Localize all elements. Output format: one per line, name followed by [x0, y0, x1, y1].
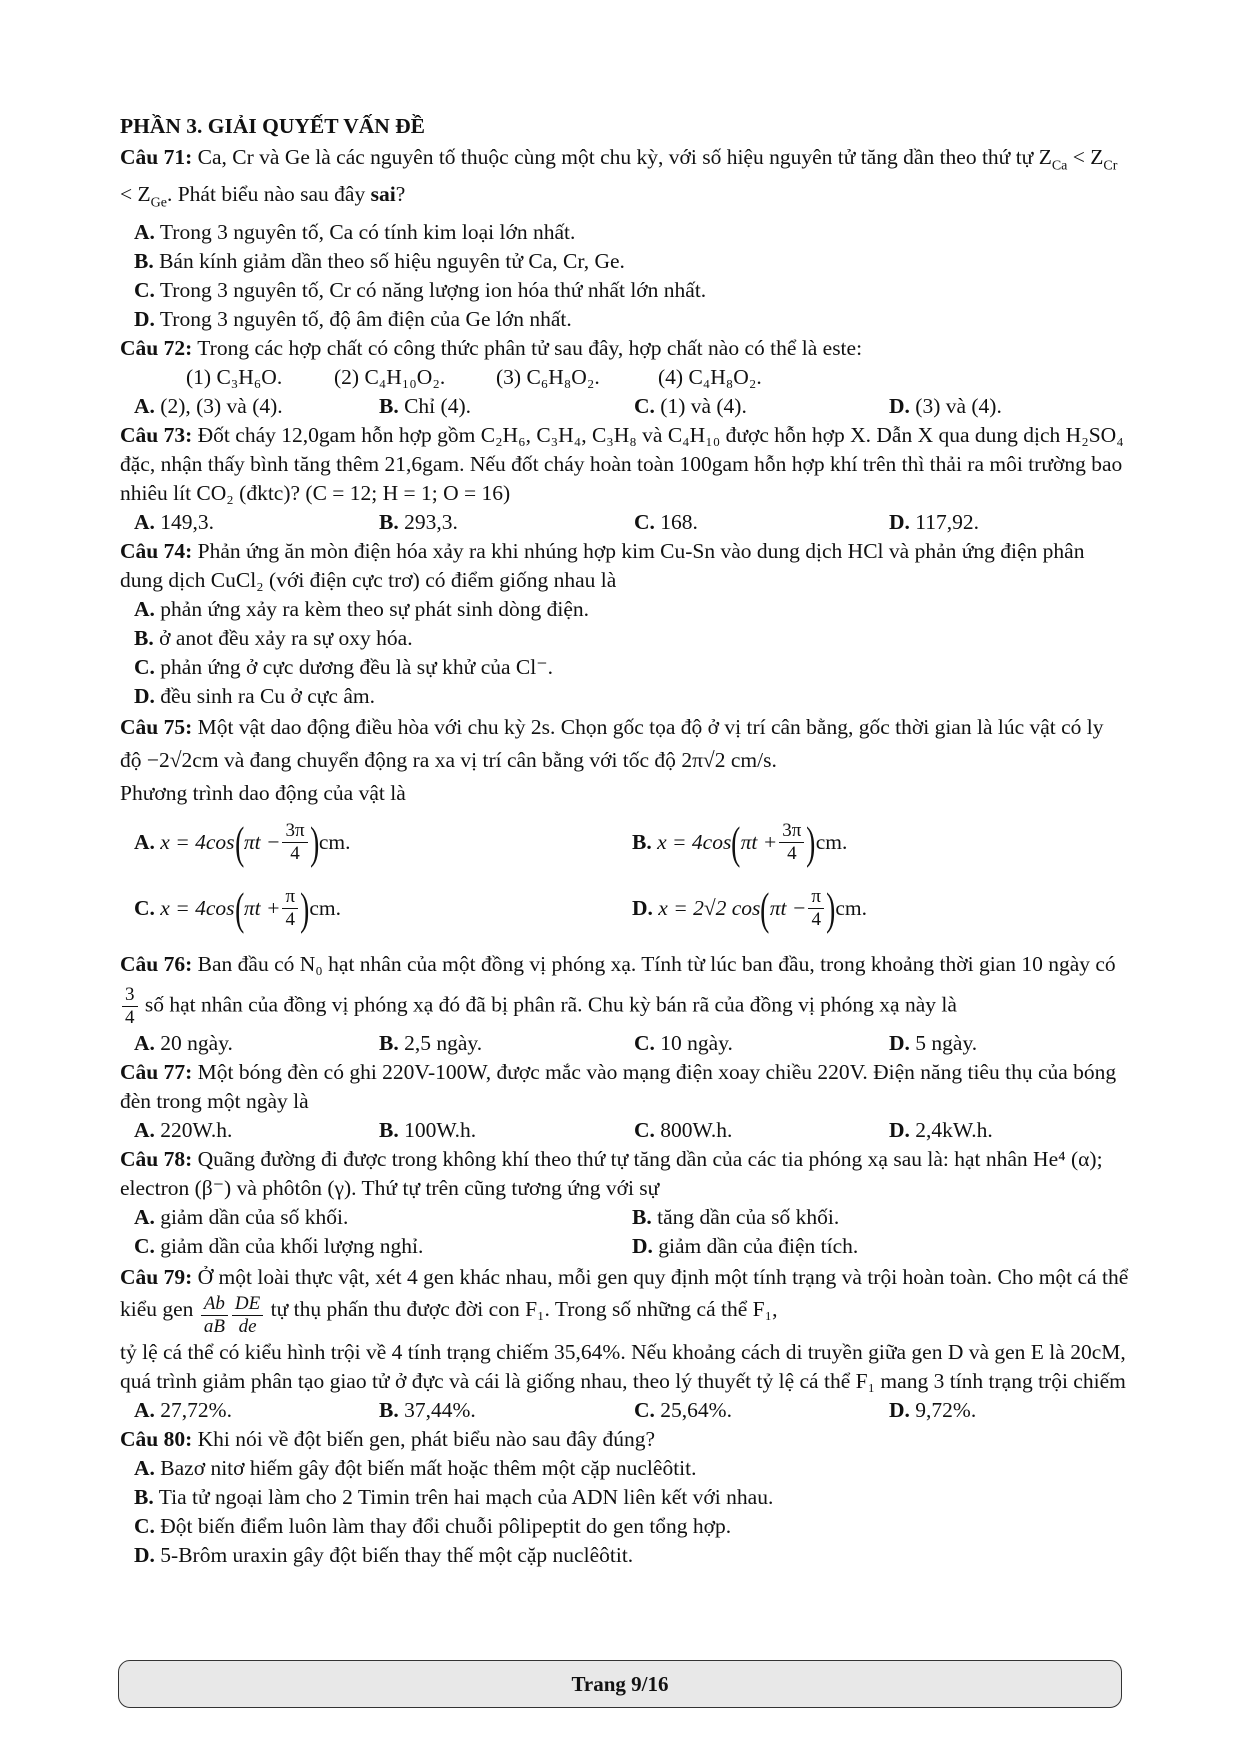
option-a[interactable] [134, 816, 632, 868]
question-label: Câu 73: [120, 422, 193, 447]
option-c[interactable] [634, 1396, 889, 1425]
option-text: (3) và (4). [915, 393, 1002, 418]
option-d[interactable] [120, 305, 1130, 334]
question-79-cont [120, 1338, 1130, 1396]
option-text: Trong 3 nguyên tố, độ âm điện của Ge lớn nhất. [159, 306, 572, 331]
question-text: số hạt nhân của đồng vị phóng xạ đó đã bị phân rã. Chu kỳ bán rã của đồng vị phóng xạ này là [144, 992, 957, 1017]
option-text: Đột biến điểm luôn làm thay đổi chuỗi pôlipeptit do gen tổng hợp. [160, 1513, 732, 1538]
left-paren: ( [760, 882, 770, 934]
right-paren: ) [826, 882, 836, 934]
option-c[interactable] [634, 1116, 889, 1145]
denominator: 4 [811, 909, 821, 931]
question-emphasis: sai [370, 182, 396, 207]
right-paren: ) [309, 816, 319, 868]
question-text: và đang chuyển động ra xa vị trí cân bằng với tốc độ [223, 747, 676, 772]
denominator: 4 [285, 909, 296, 931]
option-c[interactable] [134, 882, 632, 934]
option-a[interactable] [134, 392, 379, 421]
unit: cm. [835, 896, 867, 921]
options-row [120, 1396, 1130, 1425]
numerator: π [282, 886, 298, 909]
option-text: 100W.h. [404, 1117, 477, 1142]
question-label: Câu 76: [120, 951, 193, 976]
option-label: D. [889, 393, 910, 418]
option-text: 5-Brôm uraxin gây đột biến thay thế một cặp nuclêôtit. [160, 1542, 634, 1567]
option-a[interactable] [120, 595, 1130, 624]
option-d[interactable] [632, 1232, 1130, 1261]
option-label: B. [379, 509, 399, 534]
numerator: 3 [122, 984, 138, 1007]
compound: (1) C₃H₆O. [186, 364, 283, 389]
equation-prefix: x = 4cos [160, 896, 235, 921]
option-label: C. [134, 654, 155, 679]
options-row [120, 876, 1130, 942]
option-c[interactable] [634, 508, 889, 537]
option-text: 5 ngày. [915, 1030, 978, 1055]
option-b[interactable] [632, 1203, 1130, 1232]
left-paren: ( [731, 816, 741, 868]
equation-prefix: x = 4cos [657, 830, 732, 855]
question-79 [120, 1261, 1130, 1338]
denominator: 4 [787, 843, 797, 865]
option-label: C. [634, 1117, 655, 1142]
question-text: Phản ứng ăn mòn điện hóa xảy ra khi nhúng hợp kim Cu-Sn vào dung dịch HCl và phản ứng điện phân dung dịch CuCl₂ (với điện cực trơ) có điểm giống nhau là [120, 538, 1085, 592]
option-text: Bazơ nitơ hiếm gây đột biến mất hoặc thêm một cặp nuclêôtit. [160, 1455, 697, 1480]
question-text: Đốt cháy 12,0gam hỗn hợp gồm C₂H₆, C₃H₄, C₃H₈ và C₄H₁₀ được hỗn hợp X. Dẫn X qua dung dịch H₂SO₄ đặc, nhận thấy bình tăng thêm 21,6gam. Nếu đốt cháy hoàn toàn 100gam hỗn hợp khí trên thì thải ra môi trường bao nhiêu lít CO₂ (đktc)? (C = 12; H = 1; O = 16) [120, 422, 1124, 505]
option-label: A. [134, 596, 155, 621]
fraction [122, 984, 138, 1029]
velocity-value: 2π√2 cm/s [681, 747, 772, 772]
option-a[interactable] [120, 1454, 1130, 1483]
question-75: Câu 75: Một vật dao động điều hòa với chu kỳ 2s. Chọn gốc tọa độ ở vị trí cân bằng, gốc thời gian là lúc vật có ly độ −2√2cm và đang chuyển động ra xa vị trí cân bằng với tốc độ 2π√2 cm/s. Phương trình dao động của vật là [120, 714, 1104, 805]
option-c[interactable] [134, 1232, 632, 1261]
question-text: tỷ lệ cá thể có kiểu hình trội về 4 tính trạng chiếm 35,64%. Nếu khoảng cách di truyền giữa gen D và gen E là 20cM, quá trình giảm phân tạo giao tử ở đực và cái là giống nhau, theo lý thuyết tỷ lệ cá thể F₁ mang 3 tính trạng trội chiếm [120, 1339, 1126, 1393]
numerator: DE [232, 1293, 263, 1316]
question-71: Câu 71: Ca, Cr và Ge là các nguyên tố thuộc cùng một chu kỳ, với số hiệu nguyên tử tăng dần theo thứ tự $Z_{Ca} < Z_{Cr} < Z_{Ge}$. Phát biểu nào sau đây sai? [120, 145, 1118, 211]
option-label: C. [634, 509, 655, 534]
option-text: 220W.h. [160, 1117, 233, 1142]
option-text: 10 ngày. [660, 1030, 733, 1055]
question-text: tự thụ phấn thu được đời con F₁. Trong số những cá thể F₁, [270, 1296, 778, 1321]
option-d[interactable] [120, 682, 1130, 711]
option-label: C. [634, 393, 655, 418]
option-label: D. [889, 1117, 910, 1142]
option-b[interactable] [379, 392, 634, 421]
equation-inner: πt + [740, 830, 778, 855]
option-a[interactable] [134, 1029, 379, 1058]
option-text: giảm dần của khối lượng nghỉ. [160, 1233, 424, 1258]
option-text: Bán kính giảm dần theo số hiệu nguyên tử Ca, Cr, Ge. [159, 248, 625, 273]
fraction [779, 820, 804, 865]
denominator: de [238, 1315, 257, 1337]
option-label: B. [379, 1117, 399, 1142]
option-label: B. [134, 625, 154, 650]
option-label: D. [889, 1030, 910, 1055]
question-text: Ban đầu có N₀ hạt nhân của một đồng vị phóng xạ. Tính từ lúc ban đầu, trong khoảng thời gian 10 ngày có [197, 951, 1116, 976]
option-label: D. [632, 896, 653, 921]
option-text: 20 ngày. [160, 1030, 233, 1055]
equation-prefix: x = 2√2 cos [658, 896, 761, 921]
option-label: A. [134, 1204, 155, 1229]
option-text: Trong 3 nguyên tố, Cr có năng lượng ion hóa thứ nhất lớn nhất. [159, 277, 707, 302]
option-label: C. [134, 1233, 155, 1258]
question-80 [120, 1425, 1130, 1454]
option-c[interactable] [634, 1029, 889, 1058]
unit: cm. [309, 896, 342, 921]
question-text: Ca, Cr và Ge là các nguyên tố thuộc cùng một chu kỳ, với số hiệu nguyên tử tăng dần theo thứ tự Z [197, 145, 1052, 169]
question-74 [120, 537, 1130, 595]
option-text: tăng dần của số khối. [657, 1204, 840, 1229]
question-label: Câu 72: [120, 335, 193, 360]
numerator: π [808, 886, 824, 909]
compound: (2) C₄H₁₀O₂. [334, 364, 446, 389]
option-b[interactable] [120, 247, 1130, 276]
option-text: giảm dần của số khối. [160, 1204, 349, 1229]
option-c[interactable] [120, 276, 1130, 305]
option-text: đều sinh ra Cu ở cực âm. [160, 683, 375, 708]
exam-page [120, 112, 1130, 1570]
option-label: B. [134, 248, 154, 273]
options-row [120, 1203, 1130, 1232]
option-label: A. [134, 1030, 155, 1055]
option-text: 800W.h. [660, 1117, 733, 1142]
option-label: A. [134, 393, 155, 418]
equation-inner: πt − [769, 896, 807, 921]
option-d[interactable] [889, 1396, 1119, 1425]
option-label: C. [634, 1397, 655, 1422]
option-text: 168. [660, 509, 698, 534]
numerator: 3π [779, 820, 804, 843]
option-d[interactable] [889, 392, 1119, 421]
option-label: C. [134, 1513, 155, 1538]
option-text: 27,72%. [160, 1397, 232, 1422]
option-label: A. [134, 830, 155, 855]
unit: cm. [815, 830, 848, 855]
question-label: Câu 77: [120, 1059, 193, 1084]
question-label: Câu 74: [120, 538, 193, 563]
equation-prefix: x = 4cos [160, 830, 235, 855]
option-a[interactable] [134, 1396, 379, 1425]
compound: (3) C₆H₈O₂. [496, 364, 600, 389]
option-text: 2,4kW.h. [915, 1117, 993, 1142]
option-b[interactable] [379, 1396, 634, 1425]
question-73 [120, 421, 1130, 508]
question-text: Một vật dao động điều hòa với chu kỳ 2s. Chọn gốc tọa độ ở vị trí cân bằng, gốc thời gian là lúc vật có ly độ [120, 714, 1104, 772]
option-a[interactable] [134, 508, 379, 537]
question-label: Câu 78: [120, 1146, 193, 1171]
option-label: A. [134, 509, 155, 534]
question-label: Câu 75: [120, 714, 193, 739]
option-a[interactable] [134, 1203, 632, 1232]
option-label: D. [632, 1233, 653, 1258]
page-number: Trang 9/16 [571, 1671, 669, 1696]
option-label: B. [379, 1030, 399, 1055]
option-label: D. [134, 683, 155, 708]
question-78 [120, 1145, 1130, 1203]
question-text: Khi nói về đột biến gen, phát biểu nào sau đây đúng? [197, 1426, 656, 1451]
question-mark: ? [395, 182, 406, 207]
option-text: Trong 3 nguyên tố, Ca có tính kim loại lớn nhất. [159, 219, 576, 244]
option-d[interactable] [889, 508, 1119, 537]
right-paren: ) [300, 882, 310, 934]
option-label: C. [134, 277, 155, 302]
option-c[interactable] [634, 392, 889, 421]
displacement-value: −2√2cm [146, 747, 219, 772]
option-label: D. [889, 1397, 910, 1422]
option-d[interactable] [889, 1029, 1119, 1058]
denominator: 4 [125, 1006, 135, 1028]
option-text: Chỉ (4). [404, 393, 471, 418]
option-b[interactable] [120, 624, 1130, 653]
numerator: 3π [282, 820, 307, 843]
option-text: giảm dần của điện tích. [658, 1233, 859, 1258]
option-label: B. [134, 1484, 154, 1509]
option-text: 25,64%. [660, 1397, 732, 1422]
option-b[interactable] [379, 508, 634, 537]
question-text-tail: . Phát biểu nào sau đây [166, 182, 366, 207]
genotype-fraction-2 [232, 1293, 263, 1338]
question-text: Quãng đường đi được trong không khí theo thứ tự tăng dần của các tia phóng xạ sau là: hạt nhân He⁴ (α); electron (β⁻) và phôtôn (γ). Thứ tự trên cũng tương ứng với sự [120, 1146, 1103, 1200]
question-76 [120, 944, 1130, 1029]
option-text: 9,72%. [915, 1397, 977, 1422]
option-label: D. [134, 1542, 155, 1567]
page-footer [118, 1660, 1122, 1708]
option-label: B. [379, 393, 399, 418]
option-text: ở anot đều xảy ra sự oxy hóa. [159, 625, 413, 650]
option-label: C. [634, 1030, 655, 1055]
option-b[interactable] [379, 1116, 634, 1145]
question-text: Một bóng đèn có ghi 220V-100W, được mắc vào mạng điện xoay chiều 220V. Điện năng tiêu thụ của bóng đèn trong một ngày là [120, 1059, 1117, 1113]
option-text: 149,3. [160, 509, 215, 534]
option-b[interactable] [632, 816, 1130, 868]
denominator: 4 [290, 843, 300, 865]
fraction [808, 886, 824, 931]
question-77 [120, 1058, 1130, 1116]
section-title: PHẦN 3. GIẢI QUYẾT VẤN ĐỀ [120, 114, 426, 138]
option-label: B. [379, 1397, 399, 1422]
options-row [120, 1116, 1130, 1145]
option-d[interactable] [120, 1541, 1130, 1570]
option-text: (1) và (4). [660, 393, 747, 418]
equation-inner: πt − [243, 830, 281, 855]
option-label: B. [632, 1204, 652, 1229]
option-label: B. [632, 830, 652, 855]
options-row [120, 810, 1130, 876]
option-a[interactable] [120, 218, 1130, 247]
option-text: (2), (3) và (4). [160, 393, 283, 418]
numerator: Ab [201, 1293, 228, 1316]
question-72 [120, 334, 1130, 363]
question-text: Ở một loài thực vật, xét 4 gen khác nhau, mỗi gen quy định một tính trạng và trội hoàn toàn. Cho một cá thể kiểu gen [120, 1264, 1129, 1321]
question-label: Câu 80: [120, 1426, 193, 1451]
option-text: 117,92. [915, 509, 979, 534]
option-label: D. [889, 509, 910, 534]
question-label: Câu 71: [120, 145, 193, 169]
option-b[interactable] [120, 1483, 1130, 1512]
question-text: Phương trình dao động của vật là [120, 780, 406, 805]
option-text: Tia tử ngoại làm cho 2 Timin trên hai mạch của ADN liên kết với nhau. [158, 1484, 774, 1509]
unit: cm. [318, 830, 351, 855]
options-row [120, 508, 1130, 537]
equation-inner: πt + [243, 896, 281, 921]
option-d[interactable] [632, 882, 1130, 934]
option-d[interactable] [889, 1116, 1119, 1145]
option-label: A. [134, 219, 155, 244]
options-row [120, 392, 1130, 421]
option-a[interactable] [134, 1116, 379, 1145]
compound: (4) C₄H₈O₂. [658, 364, 762, 389]
left-paren: ( [234, 882, 244, 934]
option-text: phản ứng ở cực dương đều là sự khử của Cl⁻. [160, 654, 553, 679]
option-text: phản ứng xảy ra kèm theo sự phát sinh dòng điện. [160, 596, 590, 621]
option-label: D. [134, 306, 155, 331]
option-label: A. [134, 1455, 155, 1480]
question-text: Trong các hợp chất có công thức phân tử sau đây, hợp chất nào có thể là este: [197, 335, 863, 360]
options-row [120, 1029, 1130, 1058]
right-paren: ) [806, 816, 816, 868]
denominator: aB [203, 1315, 225, 1337]
fraction [282, 886, 298, 931]
option-label: C. [134, 896, 155, 921]
option-c[interactable] [120, 1512, 1130, 1541]
compound-list [120, 363, 1130, 392]
genotype-fraction-1 [201, 1293, 228, 1338]
option-text: 293,3. [404, 509, 458, 534]
option-label: A. [134, 1117, 155, 1142]
options-row [120, 1232, 1130, 1261]
option-c[interactable] [120, 653, 1130, 682]
option-label: A. [134, 1397, 155, 1422]
left-paren: ( [234, 816, 244, 868]
fraction [282, 820, 307, 865]
option-b[interactable] [379, 1029, 634, 1058]
option-text: 37,44%. [404, 1397, 476, 1422]
option-text: 2,5 ngày. [404, 1030, 483, 1055]
question-label: Câu 79: [120, 1264, 193, 1289]
